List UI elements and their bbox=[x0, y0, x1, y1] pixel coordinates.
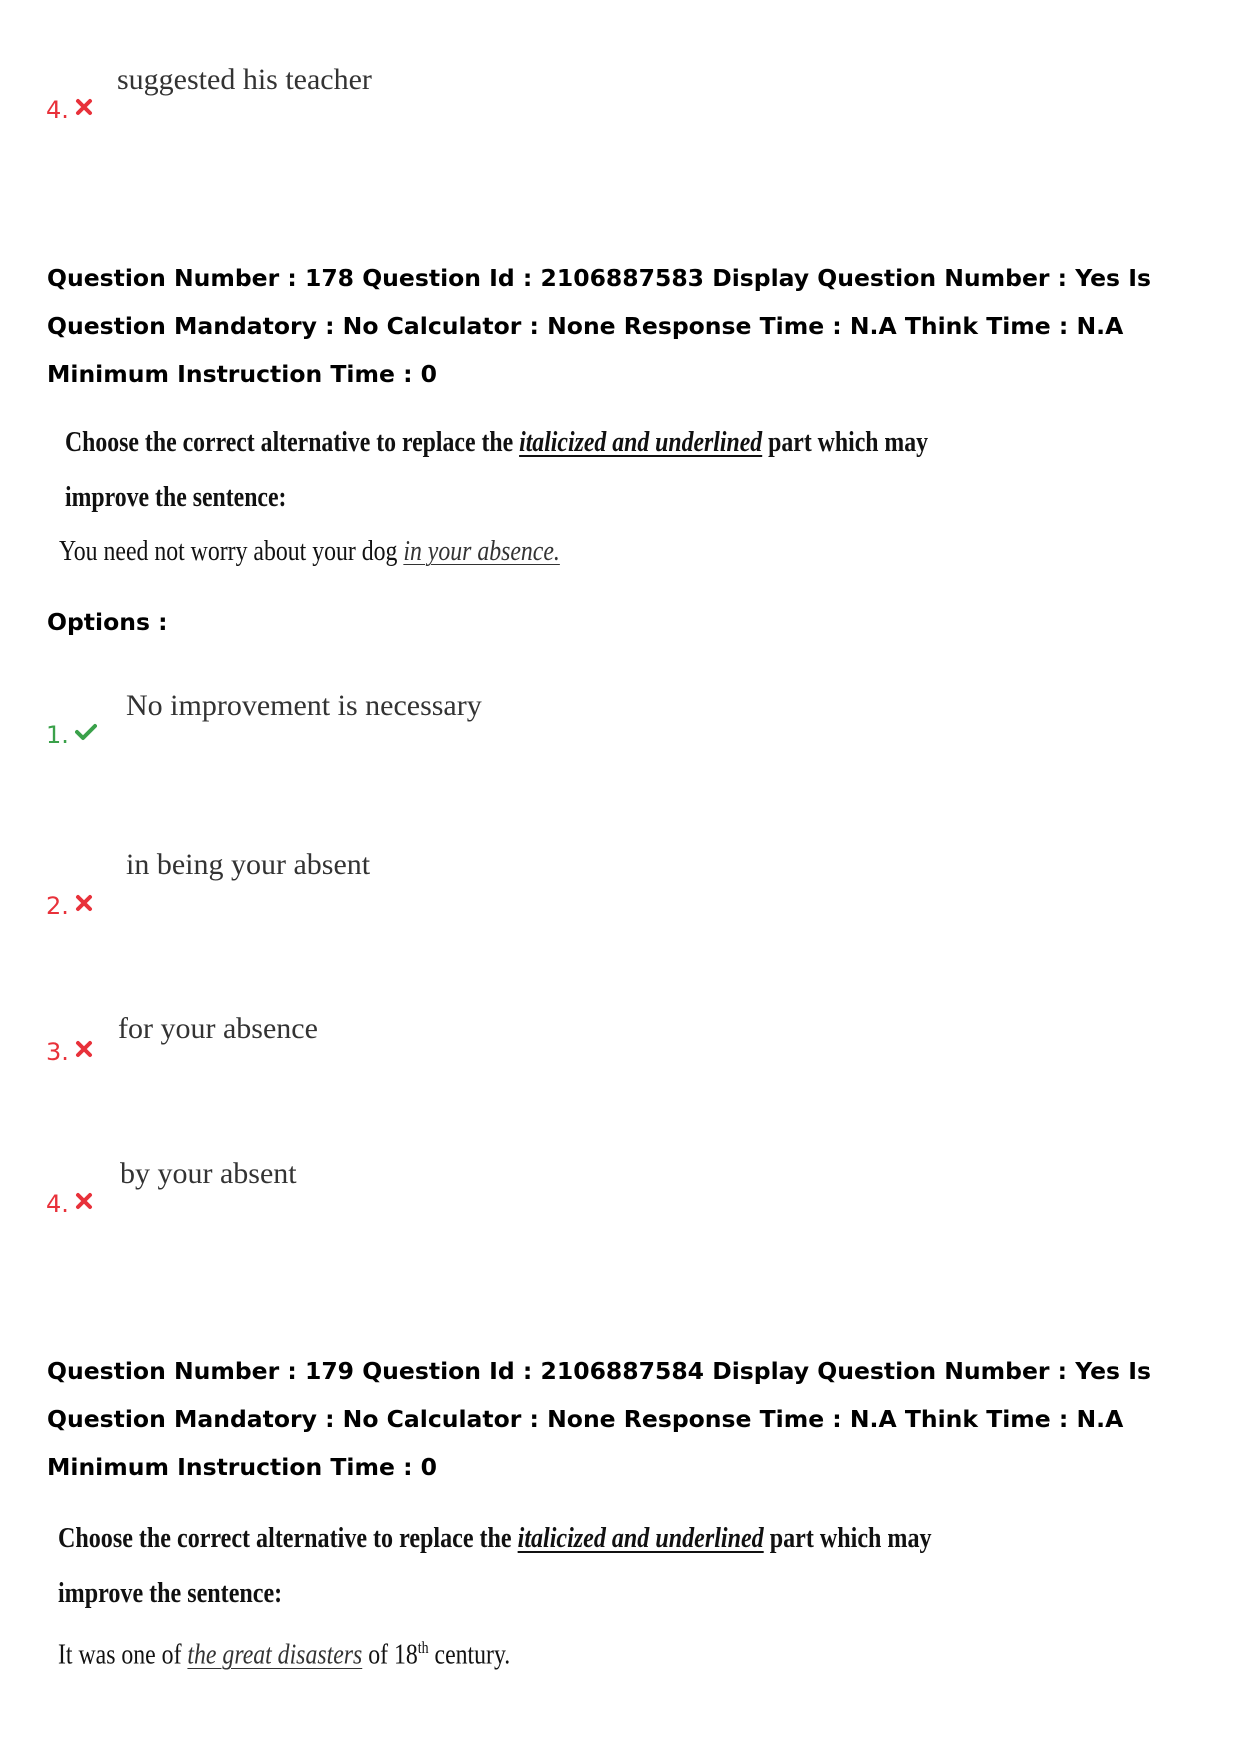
instruction-prefix: Choose the correct alternative to replace the bbox=[58, 1522, 512, 1554]
prev-option-4 bbox=[46, 95, 93, 125]
option-2 bbox=[46, 891, 93, 921]
option-4-text: by your absent bbox=[120, 1157, 297, 1190]
question-179-header: Question Number : 179 Question Id : 2106887584 Display Question Number : Yes Is Question Mandatory : No Calculator : None Response Time : N.A Think Time : N.A Minimum Instruction Time : 0 bbox=[47, 1357, 1151, 1481]
question-178-header: Question Number : 178 Question Id : 2106887583 Display Question Number : Yes Is Question Mandatory : No Calculator : None Response Time : N.A Think Time : N.A Minimum Instruction Time : 0 bbox=[47, 264, 1151, 388]
sentence-emphasis: the great disasters bbox=[187, 1638, 363, 1671]
option-3-text: for your absence bbox=[118, 1012, 318, 1045]
option-4 bbox=[46, 1189, 93, 1219]
question-179-sentence bbox=[58, 1631, 510, 1672]
instruction-suffix: part which may bbox=[769, 1522, 932, 1554]
option-number: 4. bbox=[46, 96, 69, 124]
sentence-mid: of 18 bbox=[368, 1638, 418, 1671]
cross-icon bbox=[75, 1192, 93, 1210]
cross-icon bbox=[75, 894, 93, 912]
question-179-instruction-line2: improve the sentence: bbox=[58, 1577, 283, 1609]
question-178-sentence bbox=[59, 534, 560, 568]
cross-icon bbox=[75, 1040, 93, 1058]
question-179-instruction bbox=[58, 1521, 932, 1555]
sentence-prefix: It was one of bbox=[58, 1638, 182, 1671]
check-icon bbox=[75, 723, 97, 741]
question-178-instruction-line2: improve the sentence: bbox=[65, 481, 287, 513]
instruction-prefix: Choose the correct alternative to replace the bbox=[65, 426, 514, 458]
option-1-text: No improvement is necessary bbox=[126, 689, 482, 722]
option-2-text: in being your absent bbox=[126, 848, 371, 881]
options-label: Options : bbox=[47, 608, 168, 636]
sentence-suffix: century. bbox=[434, 1638, 511, 1671]
sentence-emphasis: in your absence. bbox=[403, 535, 560, 567]
option-number: 3. bbox=[46, 1038, 69, 1066]
question-178-instruction bbox=[65, 425, 928, 459]
option-1 bbox=[46, 720, 97, 750]
option-number: 2. bbox=[46, 892, 69, 920]
cross-icon bbox=[75, 98, 93, 116]
option-number: 4. bbox=[46, 1190, 69, 1218]
sentence-superscript: th bbox=[417, 1638, 429, 1657]
option-3 bbox=[46, 1037, 93, 1067]
instruction-emphasis: italicized and underlined bbox=[519, 426, 763, 458]
instruction-emphasis: italicized and underlined bbox=[517, 1522, 764, 1554]
prev-option-4-text: suggested his teacher bbox=[117, 63, 372, 96]
option-number: 1. bbox=[46, 721, 69, 749]
sentence-prefix: You need not worry about your dog bbox=[59, 535, 398, 567]
instruction-suffix: part which may bbox=[768, 426, 929, 458]
